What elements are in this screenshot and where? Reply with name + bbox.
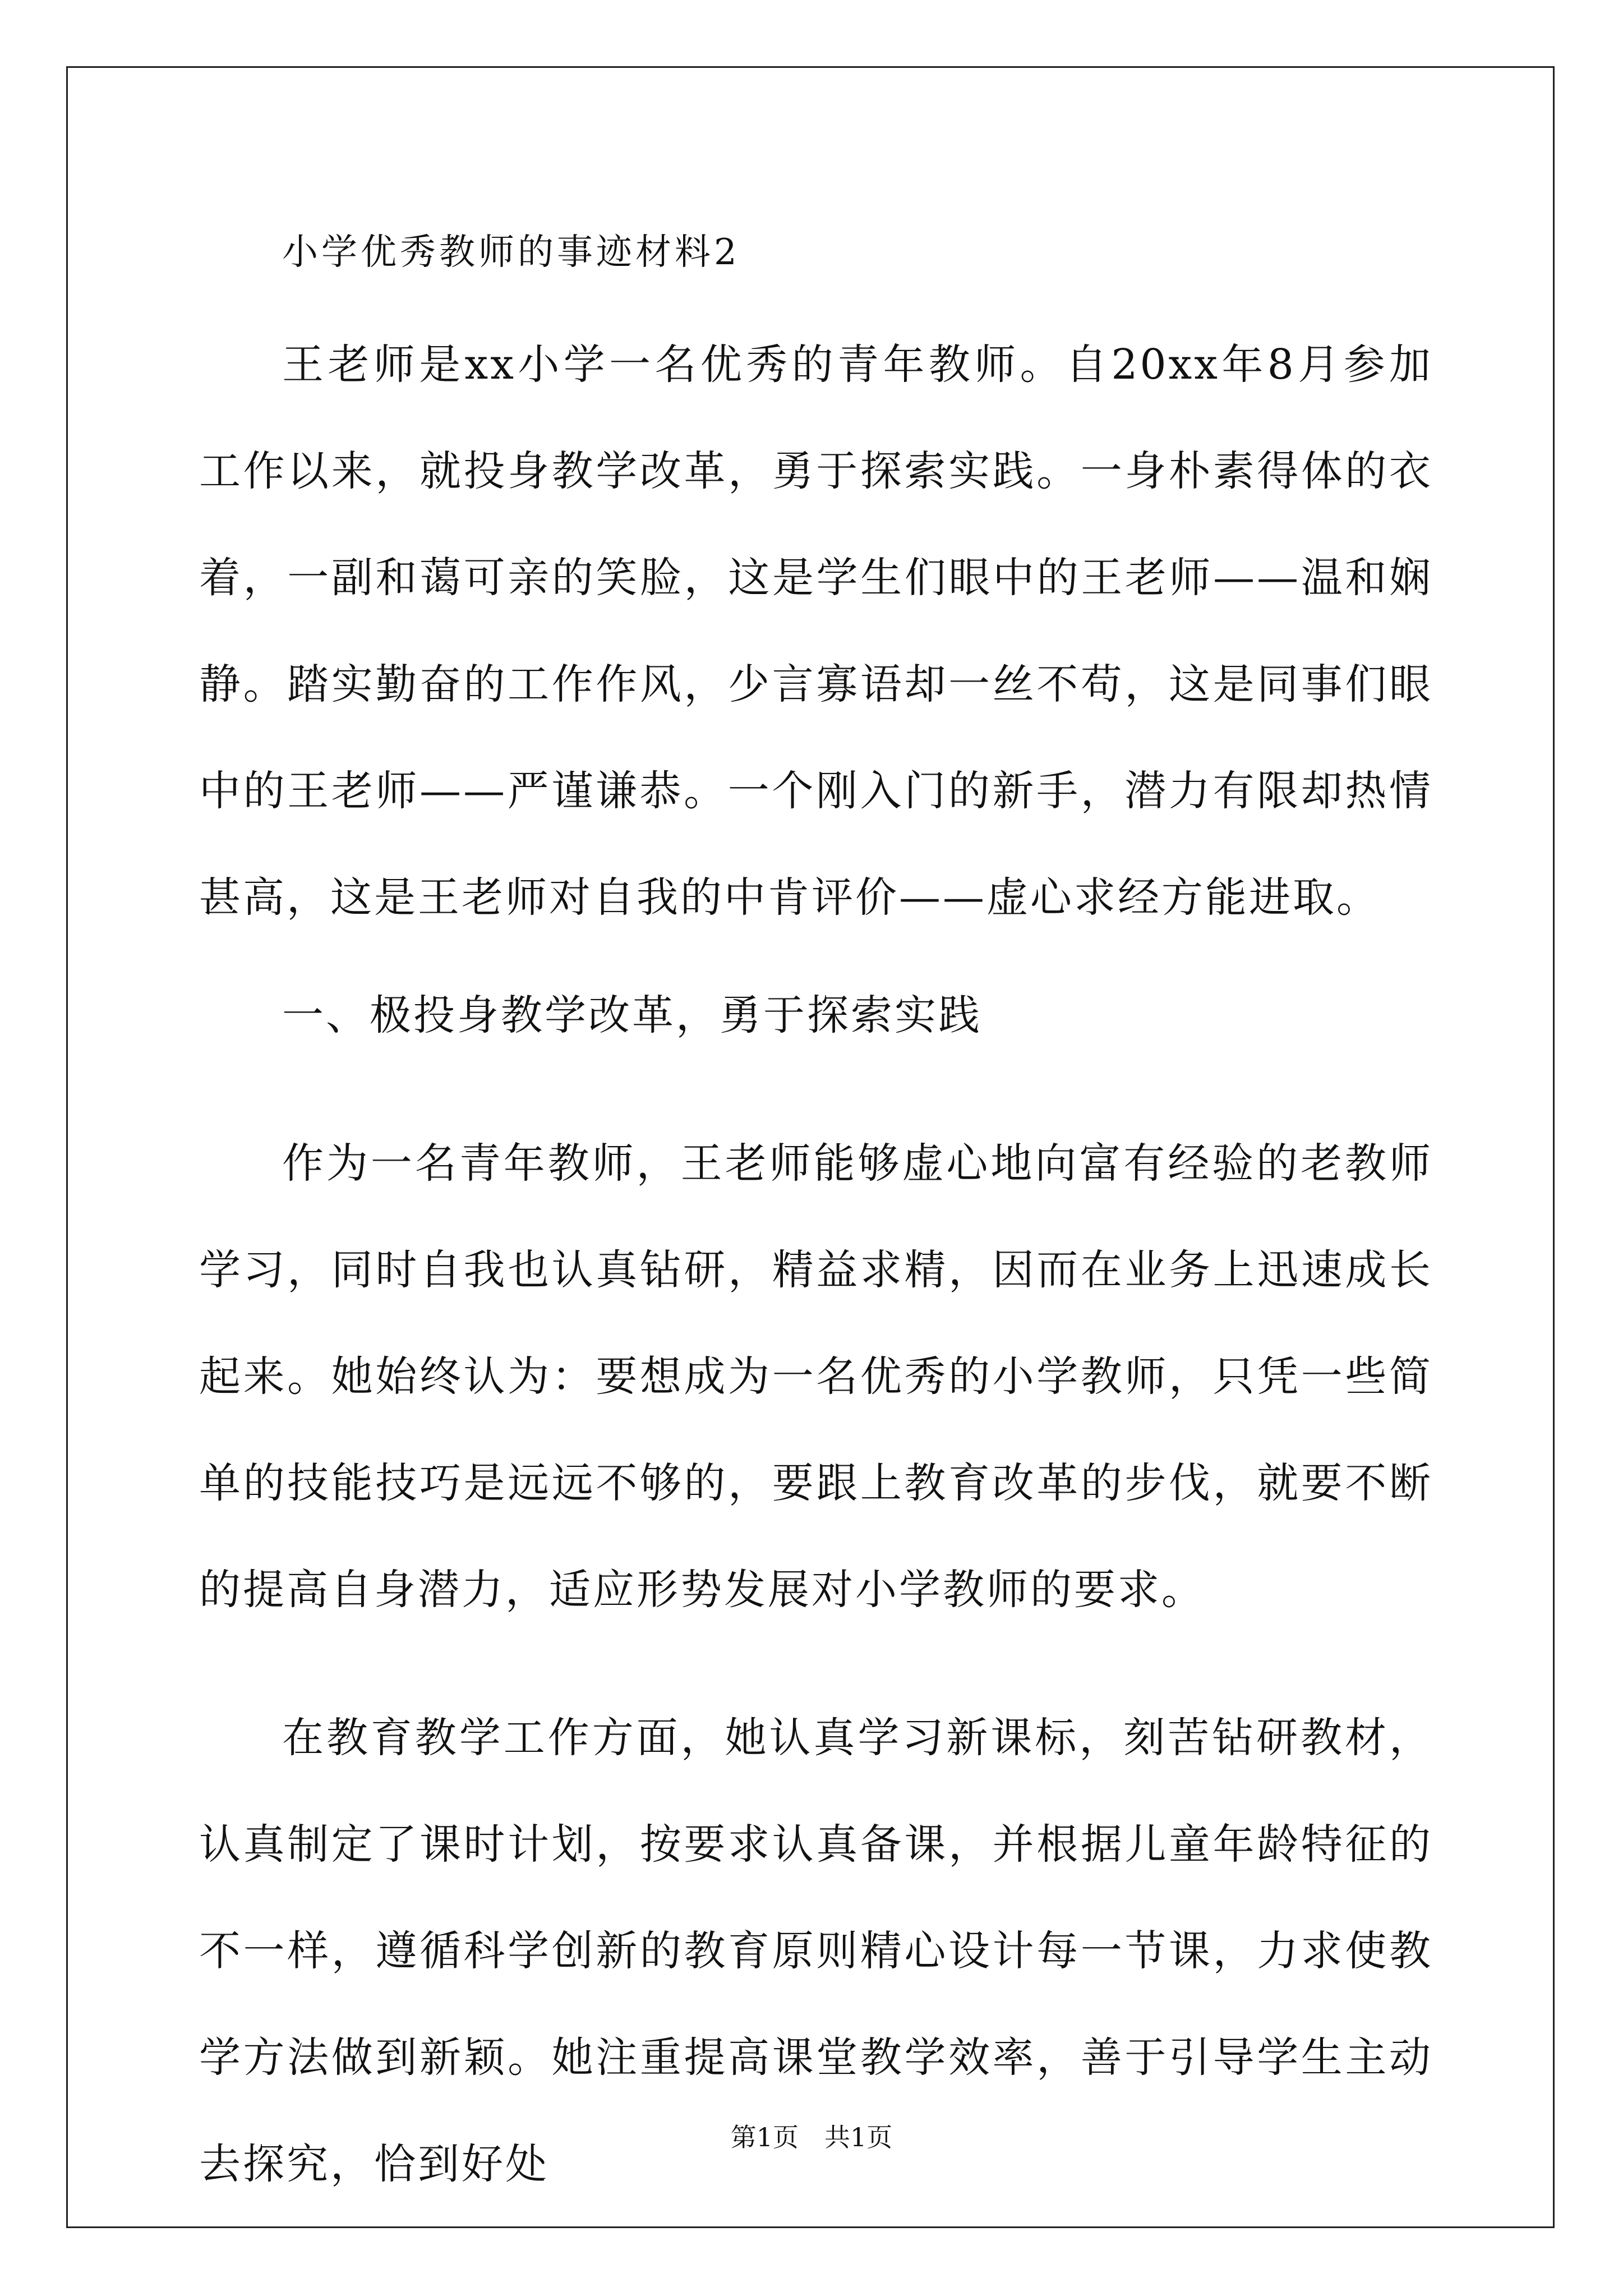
document-title: 小学优秀教师的事迹材料2 [282,232,740,273]
paragraph-teaching-work: 在教育教学工作方面，她认真学习新课标，刻苦钻研教材，认真制定了课时计划，按要求认真备课，并根据儿童年龄特征的不一样，遵循科学创新的教育原则精心设计每一节课，力求使教学方法做到新颖。她注重提高课堂教学效率，善于引导学生主动去探究，恰到好处 [199,1714,1433,2188]
paragraph-intro: 王老师是xx小学一名优秀的青年教师。自20xx年8月参加工作以来，就投身教学改革，勇于探索实践。一身朴素得体的衣着，一副和蔼可亲的笑脸，这是学生们眼中的王老师——温和娴静。踏实勤奋的工作作风，少言寡语却一丝不苟，这是同事们眼中的王老师——严谨谦恭。一个刚入门的新手，潜力有限却热情甚高，这是王老师对自我的中肯评价——虚心求经方能进取。 [199,341,1433,922]
section-heading: 一、极投身教学改革，勇于探索实践 [282,991,982,1039]
document-body [199,219,1433,2217]
paragraph-young-teacher: 作为一名青年教师，王老师能够虚心地向富有经验的老教师学习，同时自我也认真钻研，精益求精，因而在业务上迅速成长起来。她始终认为：要想成为一名优秀的小学教师，只凭一些简单的技能技巧是远远不够的，要跟上教育改革的步伐，就要不断的提高自身潜力，适应形势发展对小学教师的要求。 [199,1139,1433,1614]
page-footer: 第1页 共1页 [730,2122,893,2152]
